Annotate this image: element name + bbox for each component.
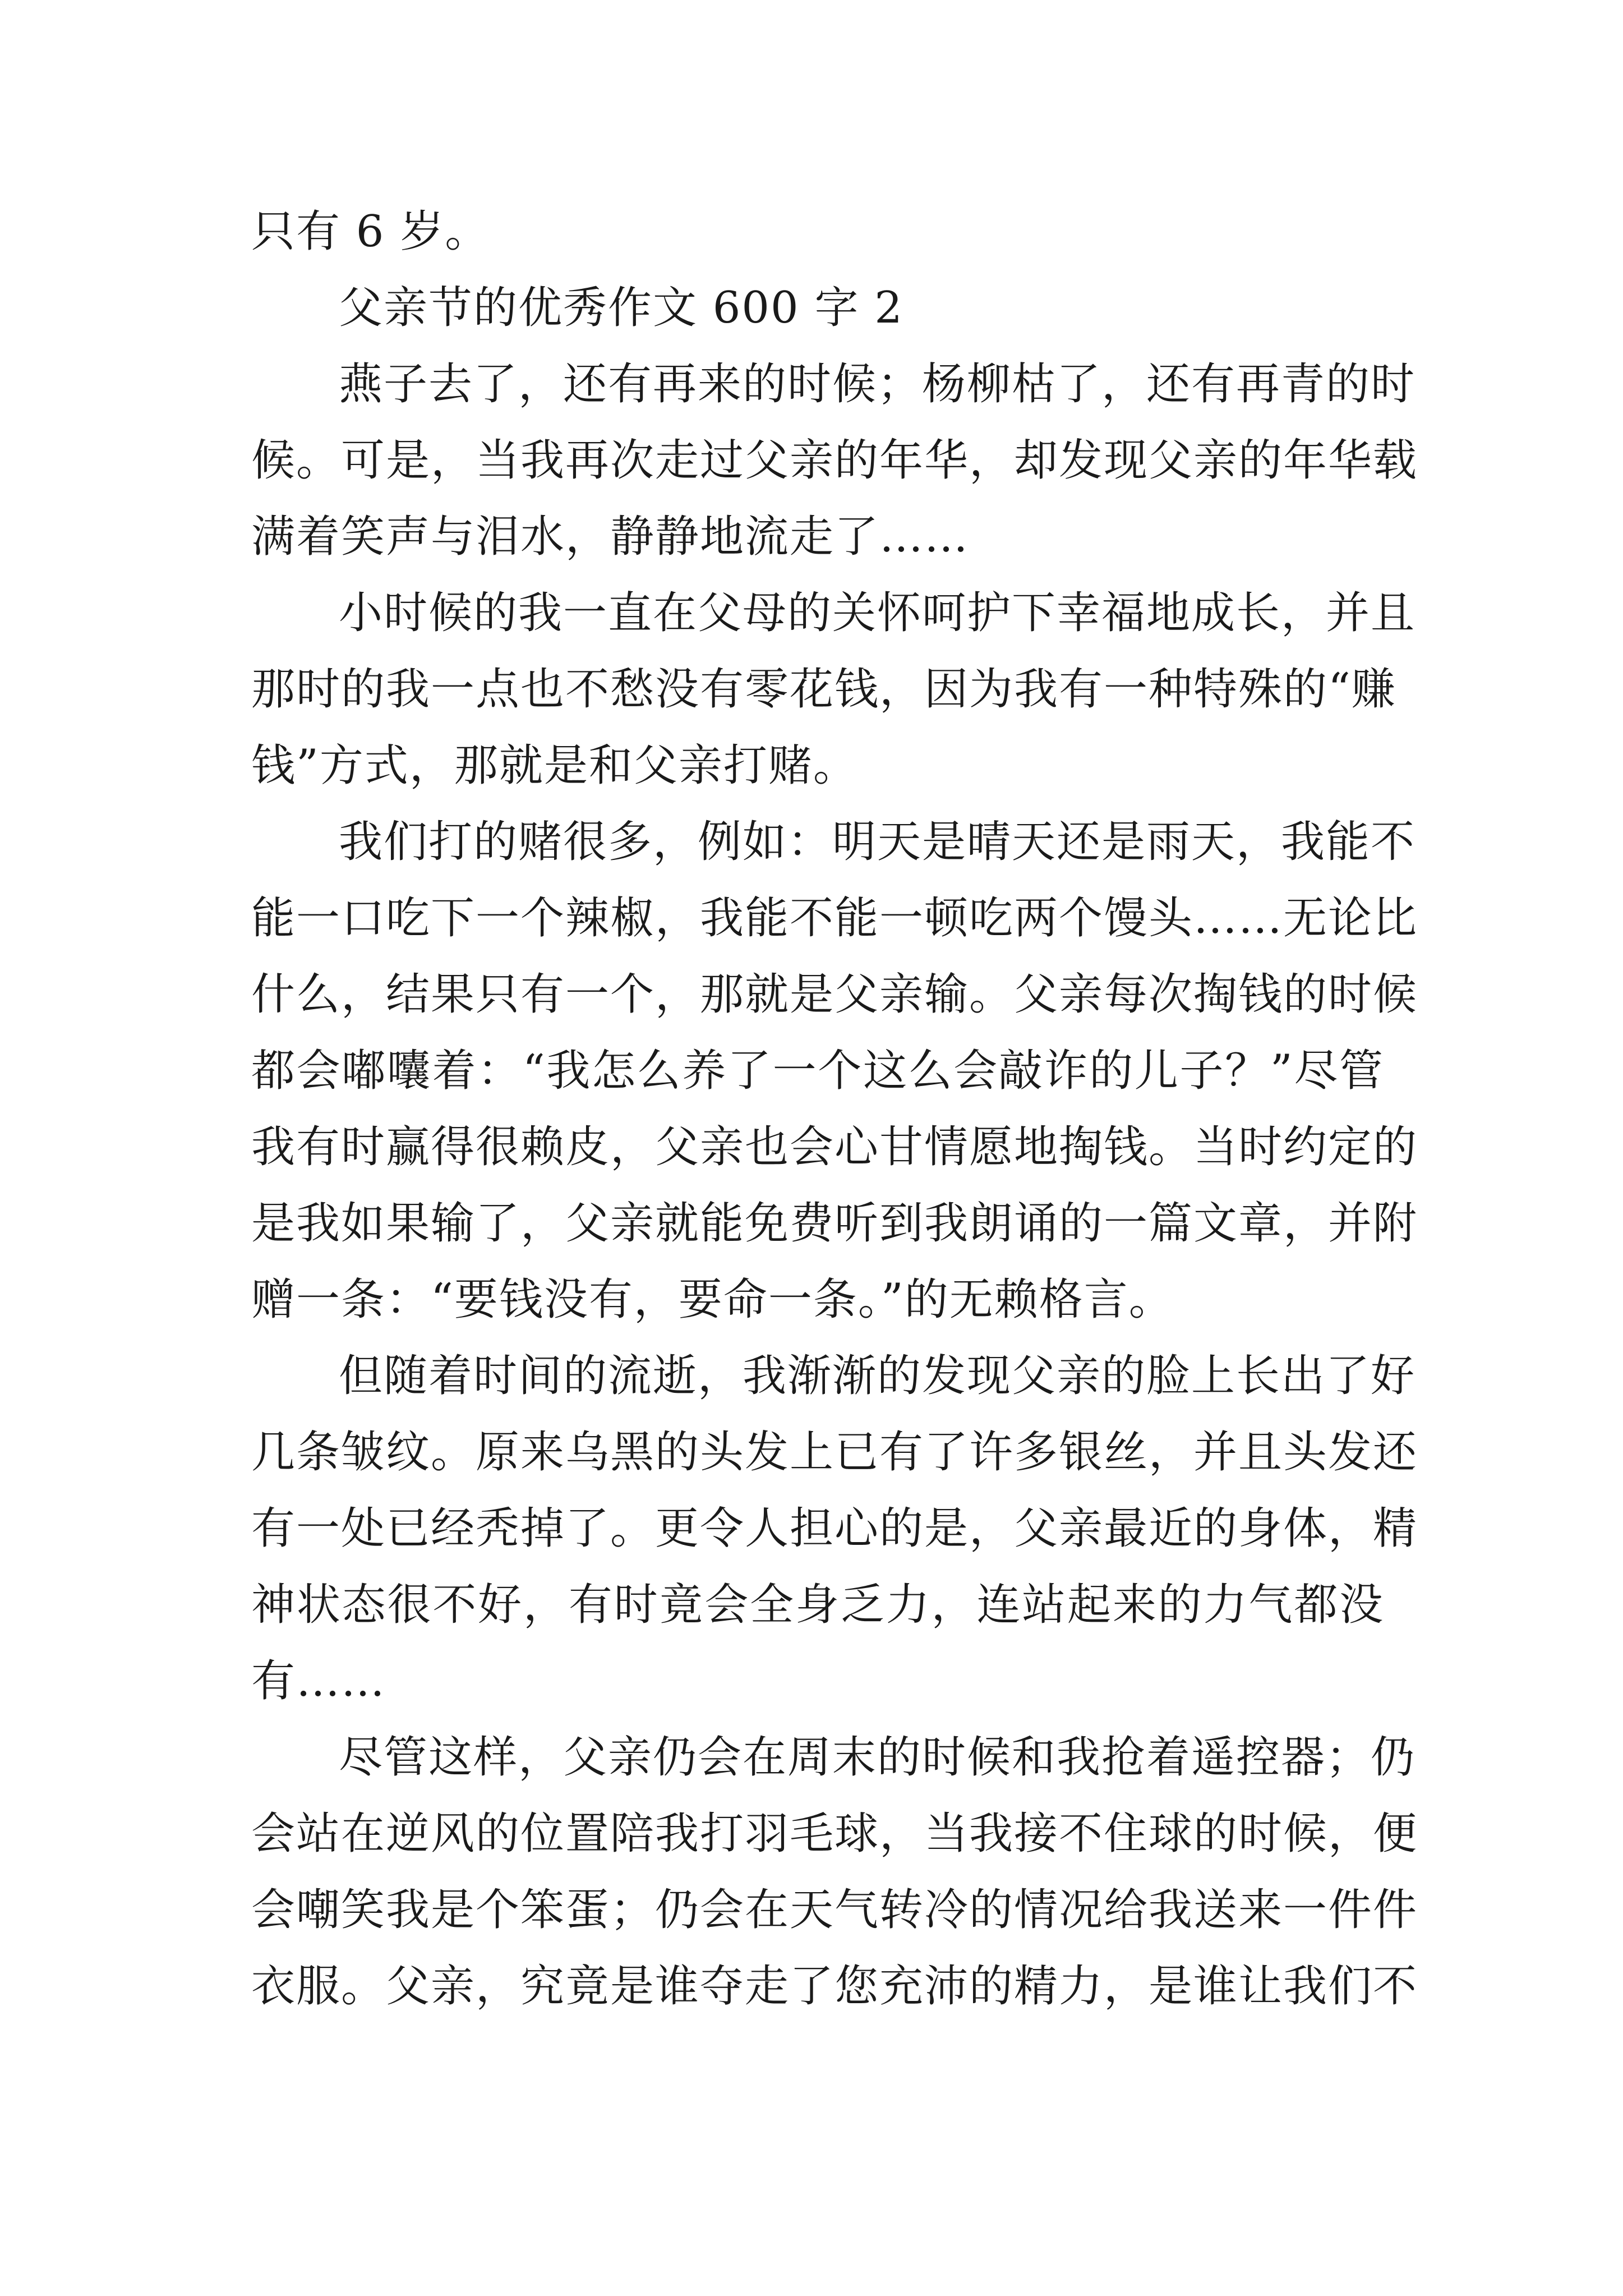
text-line: 小时候的我一直在父母的关怀呵护下幸福地成长，并且 <box>339 588 1416 638</box>
text-line: 那时的我一点也不愁没有零花钱，因为我有一种特殊的“赚 <box>251 664 1396 715</box>
text-line: 我们打的赌很多，例如：明天是晴天还是雨天，我能不 <box>339 817 1416 867</box>
text-line: 什么，结果只有一个，那就是父亲输。父亲每次掏钱的时候 <box>251 969 1418 1020</box>
text-line: 有一处已经秃掉了。更令人担心的是，父亲最近的身体，精 <box>251 1503 1418 1554</box>
text-line: 只有 6 岁。 <box>251 206 490 257</box>
text-line: 能一口吃下一个辣椒，我能不能一顿吃两个馒头……无论比 <box>251 893 1418 944</box>
text-line: 但随着时间的流逝，我渐渐的发现父亲的脸上长出了好 <box>339 1351 1416 1401</box>
text-line: 会嘲笑我是个笨蛋；仍会在天气转冷的情况给我送来一件件 <box>251 1885 1418 1935</box>
text-line: 神状态很不好，有时竟会全身乏力，连站起来的力气都没 <box>251 1580 1384 1630</box>
essay-body <box>251 194 1418 2024</box>
text-line: 钱”方式，那就是和父亲打赌。 <box>251 740 858 791</box>
text-line: 是我如果输了，父亲就能免费听到我朗诵的一篇文章，并附 <box>251 1198 1418 1249</box>
text-line: 我有时赢得很赖皮，父亲也会心甘情愿地掏钱。当时约定的 <box>251 1122 1418 1172</box>
text-line: 候。可是，当我再次走过父亲的年华，却发现父亲的年华载 <box>251 435 1418 486</box>
text-line: 有…… <box>251 1656 386 1706</box>
text-line: 尽管这样，父亲仍会在周末的时候和我抢着遥控器；仍 <box>339 1732 1416 1783</box>
text-line: 燕子去了，还有再来的时候；杨柳枯了，还有再青的时 <box>339 359 1416 409</box>
text-line: 会站在逆风的位置陪我打羽毛球，当我接不住球的时候，便 <box>251 1809 1418 1859</box>
text-line: 满着笑声与泪水，静静地流走了…… <box>251 512 970 562</box>
essay-title: 父亲节的优秀作文 600 字 2 <box>339 283 903 333</box>
text-line: 赠一条：“要钱没有，要命一条。”的无赖格言。 <box>251 1274 1174 1325</box>
text-line: 几条皱纹。原来乌黑的头发上已有了许多银丝，并且头发还 <box>251 1427 1418 1478</box>
text-line: 都会嘟囔着：“我怎么养了一个这么会敲诈的儿子？”尽管 <box>251 1046 1384 1096</box>
text-line: 衣服。父亲，究竟是谁夺走了您充沛的精力，是谁让我们不 <box>251 1961 1418 2012</box>
